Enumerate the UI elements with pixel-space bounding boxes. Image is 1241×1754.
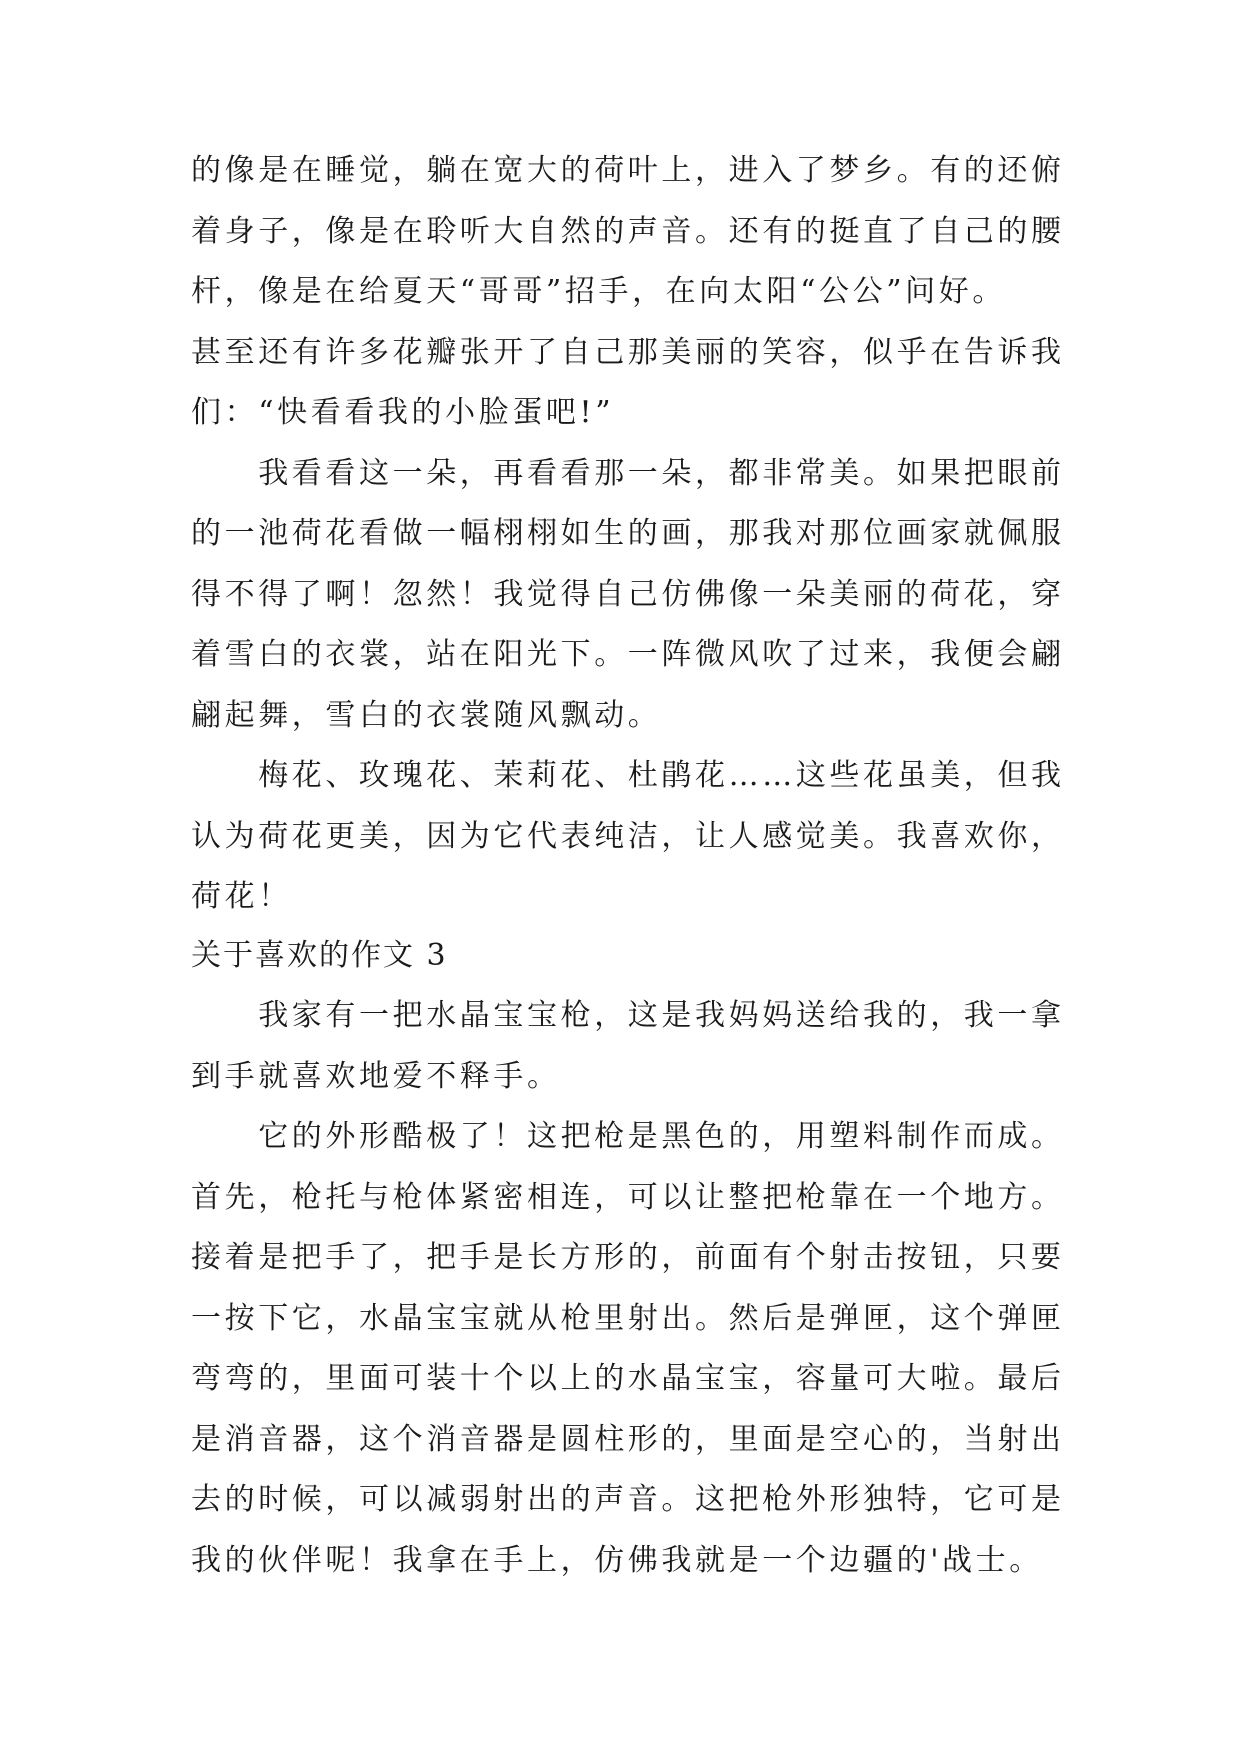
text-line: 着身子，像是在聆听大自然的声音。还有的挺直了自己的腰 <box>191 214 1065 249</box>
text-line: 的一池荷花看做一幅栩栩如生的画，那我对那位画家就佩服 <box>191 516 1065 551</box>
text-line: 去的时候，可以减弱射出的声音。这把枪外形独特，它可是 <box>191 1482 1065 1517</box>
text-line: 到手就喜欢地爱不释手。 <box>191 1059 561 1094</box>
text-line: 我的伙伴呢！我拿在手上，仿佛我就是一个边疆的'战士。 <box>191 1543 1043 1578</box>
text-line: 我家有一把水晶宝宝枪，这是我妈妈送给我的，我一拿 <box>191 998 1065 1033</box>
text-line: 一按下它，水晶宝宝就从枪里射出。然后是弹匣，这个弹匣 <box>191 1301 1065 1336</box>
text-line: 的像是在睡觉，躺在宽大的荷叶上，进入了梦乡。有的还俯 <box>191 153 1065 188</box>
text-line: 梅花、玫瑰花、茉莉花、杜鹃花……这些花虽美，但我 <box>191 758 1065 793</box>
text-line: 接着是把手了，把手是长方形的，前面有个射击按钮，只要 <box>191 1240 1065 1275</box>
text-line: 翩起舞，雪白的衣裳随风飘动。 <box>191 698 662 733</box>
text-line: 我看看这一朵，再看看那一朵，都非常美。如果把眼前 <box>191 456 1065 491</box>
text-line: 是消音器，这个消音器是圆柱形的，里面是空心的，当射出 <box>191 1422 1065 1457</box>
text-line: 们：“快看看我的小脸蛋吧!” <box>191 395 615 430</box>
text-line: 认为荷花更美，因为它代表纯洁，让人感觉美。我喜欢你， <box>191 819 1065 854</box>
text-line: 首先，枪托与枪体紧密相连，可以让整把枪靠在一个地方。 <box>191 1180 1065 1215</box>
text-line: 得不得了啊！忽然！我觉得自己仿佛像一朵美丽的荷花，穿 <box>191 577 1065 612</box>
text-line: 弯弯的，里面可装十个以上的水晶宝宝，容量可大啦。最后 <box>191 1361 1065 1396</box>
section-heading: 关于喜欢的作文 3 <box>191 938 448 973</box>
text-line: 杆，像是在给夏天“哥哥”招手，在向太阳“公公”问好。 <box>191 274 1006 309</box>
text-line: 它的外形酷极了！这把枪是黑色的，用塑料制作而成。 <box>191 1119 1065 1154</box>
text-line: 荷花！ <box>191 879 292 914</box>
text-line: 甚至还有许多花瓣张开了自己那美丽的笑容，似乎在告诉我 <box>191 335 1065 370</box>
text-line: 着雪白的衣裳，站在阳光下。一阵微风吹了过来，我便会翩 <box>191 637 1065 672</box>
